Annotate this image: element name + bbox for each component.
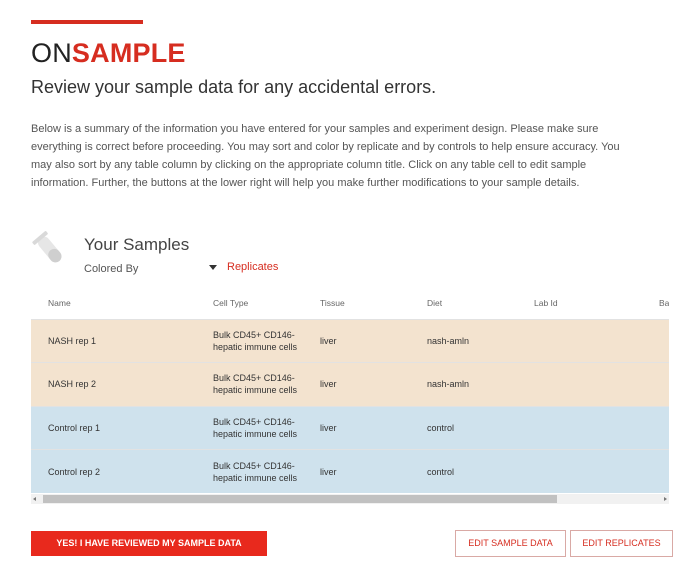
column-header-tissue[interactable]: Tissue	[320, 298, 345, 309]
cell-tissue[interactable]: liver	[320, 450, 427, 494]
caret-down-icon	[209, 265, 217, 270]
accent-bar	[31, 20, 143, 24]
cell-tissue[interactable]: liver	[320, 363, 427, 407]
table-row	[31, 319, 669, 363]
cell-diet[interactable]: control	[427, 450, 534, 494]
cell-cell-type[interactable]: Bulk CD45+ CD146- hepatic immune cells	[213, 406, 320, 450]
edit-sample-data-button[interactable]: EDIT SAMPLE DATA	[455, 530, 566, 557]
page-title	[31, 38, 186, 69]
scrollbar-thumb[interactable]	[43, 495, 557, 503]
cell-batch[interactable]	[659, 406, 669, 450]
cell-diet[interactable]: control	[427, 406, 534, 450]
page-subtitle: Review your sample data for any accidental errors.	[31, 77, 437, 97]
brand-suffix: SAMPLE	[71, 38, 186, 68]
cell-tissue[interactable]: liver	[320, 406, 427, 450]
intro-paragraph: Below is a summary of the information you have entered for your samples and experiment design. Please make sure everything is correct before proceeding. You may sort and color by replicate and by controls to help ensure accuracy. You may also sort by any table column by clicking on the appropriate column title. Click on any table cell to edit sample information. Further, the buttons at the lower right will help you make further modifications to your sample details.	[31, 123, 620, 189]
colored-by-value: Replicates	[227, 261, 279, 273]
brand-prefix: ON	[31, 38, 72, 68]
colored-by-label: Colored By	[84, 263, 139, 275]
column-header-lab-id[interactable]: Lab Id	[534, 298, 558, 309]
cell-batch[interactable]	[659, 450, 669, 494]
cell-name[interactable]: NASH rep 2	[31, 363, 213, 407]
confirm-reviewed-button[interactable]: YES! I HAVE REVIEWED MY SAMPLE DATA	[31, 531, 267, 556]
cell-name[interactable]: NASH rep 1	[31, 319, 213, 363]
edit-replicates-button[interactable]: EDIT REPLICATES	[570, 530, 673, 557]
cell-name[interactable]: Control rep 1	[31, 406, 213, 450]
cell-lab-id[interactable]	[534, 363, 659, 407]
samples-table-container	[31, 288, 669, 506]
horizontal-scrollbar[interactable]	[31, 494, 669, 504]
column-header-cell-type[interactable]: Cell Type	[213, 298, 249, 309]
table-header-row	[31, 288, 669, 319]
table-row	[31, 450, 669, 494]
column-header-batch[interactable]: Ba	[659, 298, 669, 309]
cell-cell-type[interactable]: Bulk CD45+ CD146- hepatic immune cells	[213, 319, 320, 363]
samples-title: Your Samples	[84, 235, 190, 254]
colored-by-dropdown[interactable]	[209, 261, 278, 273]
column-header-name[interactable]: Name	[48, 298, 71, 309]
cell-lab-id[interactable]	[534, 406, 659, 450]
cell-diet[interactable]: nash-amln	[427, 363, 534, 407]
test-tube-icon	[29, 230, 73, 272]
cell-batch[interactable]	[659, 319, 669, 363]
cell-cell-type[interactable]: Bulk CD45+ CD146- hepatic immune cells	[213, 363, 320, 407]
cell-lab-id[interactable]	[534, 319, 659, 363]
table-row	[31, 363, 669, 407]
samples-table	[31, 288, 669, 493]
scroll-left-icon[interactable]	[33, 497, 36, 501]
scroll-right-icon[interactable]	[664, 497, 667, 501]
cell-name[interactable]: Control rep 2	[31, 450, 213, 494]
column-header-diet[interactable]: Diet	[427, 298, 443, 309]
table-row	[31, 406, 669, 450]
cell-tissue[interactable]: liver	[320, 319, 427, 363]
cell-lab-id[interactable]	[534, 450, 659, 494]
cell-batch[interactable]	[659, 363, 669, 407]
cell-diet[interactable]: nash-amln	[427, 319, 534, 363]
cell-cell-type[interactable]: Bulk CD45+ CD146- hepatic immune cells	[213, 450, 320, 494]
